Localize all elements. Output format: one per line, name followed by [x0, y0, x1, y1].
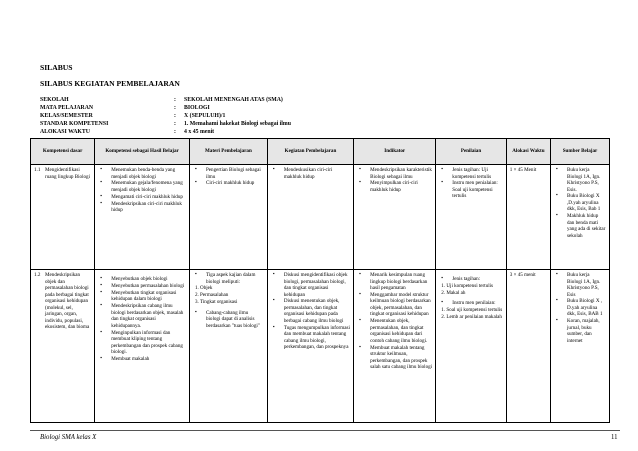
list-item: ▪ Menyebutkan tingkat organisasi kehidupan dalam biologi [98, 290, 186, 303]
list-item: ▪ Menemukan benda-benda yang menjadi objek biologi [98, 167, 186, 180]
column-header: Materi Pembelajaran [189, 139, 267, 165]
list-item: ▪ Tugas mengumpulkan informasi dan membuat makalah tentang cabang ilmu biologi, perkembangan, dan prospeknya [271, 325, 350, 351]
meta-value: BIOLOGI [184, 105, 210, 112]
list-item: ▪ Buku Biologi X ,D.yah aryulina dkk, Esis, Bab 1 [554, 193, 606, 213]
table-row [31, 270, 610, 423]
list-item: ▪ Makhluk hidup dan benda mati yang ada di sekitar sekolah [554, 213, 606, 239]
list-item: ▪ Menggambar model struktur keilmuan biologi berdasarkan objek, permasalahan, dan tingkat organisasi kehidupan [357, 292, 432, 318]
syllabus-table [30, 138, 610, 423]
document-title: SILABUS [40, 63, 73, 72]
list-item: ▪ Diskusi menentukan objek, permasalahan, dan tingkat organisasi kehidupan pada berbagai cabang ilmu biologi [271, 298, 350, 324]
column-header: Kompetensi sebagai Hasil Belajar [95, 139, 190, 165]
cell-penilaian [436, 165, 507, 270]
kd-number: 1.2 [34, 272, 41, 278]
cell-materi [189, 165, 267, 270]
column-header: Alokasi Waktu [506, 139, 550, 165]
column-header: Kegiatan Pembelajaran [267, 139, 353, 165]
list-item: ▪ Jenis tagihan: [439, 276, 503, 283]
kd-number: 1.1 [34, 167, 41, 173]
meta-separator: : [174, 129, 176, 136]
list-item: ▪ Mendeskripsikan ciri-ciri makhluk hidup [98, 201, 186, 214]
cell-penilaian [436, 270, 507, 423]
list-item: ▪ Membuat makalah [98, 356, 186, 363]
meta-separator: : [174, 97, 176, 103]
identity-block [40, 96, 291, 136]
list-item: ▪ Ciri-ciri makhluk hidup [193, 180, 264, 187]
meta-row-school [40, 96, 291, 104]
table-header-row [31, 139, 610, 165]
cell-hasil-belajar [95, 270, 190, 423]
meta-row-subject [40, 104, 291, 112]
cell-sumber [550, 165, 609, 270]
cell-indikator [354, 270, 436, 423]
column-header: Kompetensi dasar [31, 139, 95, 165]
cell-kegiatan [267, 165, 353, 270]
meta-separator: : [174, 113, 176, 120]
cell-indikator [354, 165, 436, 270]
meta-separator: : [174, 105, 176, 112]
meta-label: STANDAR KOMPETENSI [40, 121, 109, 128]
list-item: ▪ Mendeskripsikan cabang ilmu biologi berdasarkan objek, masalah dan tingkat organisasi kehidupannya. [98, 303, 186, 329]
cell-alokasi: 3 × 45 menit [506, 270, 550, 423]
column-header: Indikator [354, 139, 436, 165]
page-number: 11 [611, 434, 618, 441]
list-item: ▪ Menyimpulkan ciri-ciri makhluk hidup [357, 180, 432, 193]
cell-sumber [550, 270, 609, 423]
meta-label: ALOKASI WAKTU [40, 129, 90, 136]
meta-value: SEKOLAH MENENGAH ATAS (SMA) [184, 97, 283, 103]
list-item: 1. Objek [194, 285, 213, 292]
list-item: ▪ Instru men penilaian: [439, 300, 503, 307]
meta-separator: : [174, 121, 176, 128]
document-subtitle: SILABUS KEGIATAN PEMBELAJARAN [40, 79, 180, 88]
cell-kegiatan [267, 270, 353, 423]
list-item: 2. Permasalahan [194, 292, 229, 299]
list-item: ▪ Cabang-cabang ilmu biologi dapat di analisis berdasarkan "tuas biologi" [193, 310, 264, 330]
list-item: ▪ Menarik kesimpulan ruang lingkup biologi berdasarkan hasil pengamatan [357, 272, 432, 292]
list-item: 1. Uji kompetensi tertulis [441, 282, 494, 289]
list-item: ▪ Menemukan gejala/fenomena yang menjadi objek biologi [98, 180, 186, 193]
list-item: ▪ Menginpulkan informasi dan membuat kliping tentang perkembangan dan prospek cabang biologi. [98, 330, 186, 356]
meta-row-class [40, 112, 291, 120]
kd-text: Mendeskripsikan objek dan permasalahan biologi pada berbagai tingkat organisasi kehidupan (molekul, sel, jaringan, organ, individu, populasi, ekosistem, dan bioma [45, 272, 90, 330]
meta-value: 1. Memahami hakekat Biologi sebagai ilmu [184, 121, 291, 128]
column-header: Penilaian [436, 139, 507, 165]
list-item: ▪ Tiga aspek kajian dalam biologi meliputi: [193, 272, 264, 285]
list-item: 2. Lemb ar penilaian makalah [441, 314, 502, 321]
list-item: ▪ Koran, majalah, jurnal, buku sumber, dan internet [554, 318, 606, 344]
list-item: ▪ Instru men penialaian: Soal uji kompetensi tertulis [439, 180, 503, 200]
column-header: Sumber Belajar [550, 139, 609, 165]
list-item: ▪ Membuat makalah tentang struktur keilmuan, perkembangan, dan prospek salah satu cabang ilmu biologi [357, 345, 432, 371]
list-item: ▪ Menentukan objek, permasalahan, dan tingkat organisasi kehidupan dari contoh cabang ilmu biologi. [357, 318, 432, 344]
list-item: ▪ Pengertian Biologi sebagai ilmu [193, 167, 264, 180]
list-item: ▪ Menyebutkan permasalahan biologi [98, 283, 186, 290]
kd-text: Mengidentifikasi ruang lingkup Biologi [45, 167, 90, 180]
list-item: ▪ Menyebutkan objek biologi [98, 276, 186, 283]
list-item: 3. Tingkat organisasi [194, 298, 238, 305]
list-item: ▪ Jenis tagihan: Uji kompetensi tertulis [439, 167, 503, 180]
cell-alokasi: 1 × 45 Menit [506, 165, 550, 270]
meta-label: KELAS/SEMESTER [40, 113, 93, 120]
list-item: 1. Soal uji kompetensi tertulis [441, 307, 503, 314]
list-item: 2. Makal ah [441, 289, 466, 296]
meta-label: SEKOLAH [40, 97, 69, 103]
cell-kompetensi-dasar [31, 165, 95, 270]
list-item: ▪ Mendeskusikan ciri-ciri makhluk hidup [271, 167, 350, 180]
meta-label: MATA PELAJARAN [40, 105, 94, 112]
list-item: ▪ Buku kerja Biologi 1A, Ign. Khristyono P.S, Esis [554, 272, 606, 298]
list-item: ▪ Mendeskripsikan karakteristik Biologi sebagai ilmu [357, 167, 432, 180]
list-item: ▪ Buku Biologi X , D.yah aryulina dkk, Esis, BAB 1 [554, 298, 606, 318]
footer-divider [30, 430, 620, 431]
meta-value: 4 x 45 menit [184, 129, 215, 136]
list-item: ▪ Mengamati ciri-ciri makhluk hidup [98, 194, 186, 201]
meta-row-time [40, 128, 291, 136]
list-item: ▪ Diskusi mengidentifikasi objek biologi, permasalahan biologi, dan tingkat organisasi kehidupan [271, 272, 350, 298]
cell-materi [189, 270, 267, 423]
list-item: ▪ Buku kerja Biologi 1A, Ign. Khristyono P.S, Esis. [554, 167, 606, 193]
meta-row-standard [40, 120, 291, 128]
footer-text: Biologi SMA kelas X [40, 434, 97, 441]
cell-hasil-belajar [95, 165, 190, 270]
cell-kompetensi-dasar [31, 270, 95, 423]
meta-value: X (SEPULUH)/1 [184, 113, 226, 120]
table-row [31, 165, 610, 270]
